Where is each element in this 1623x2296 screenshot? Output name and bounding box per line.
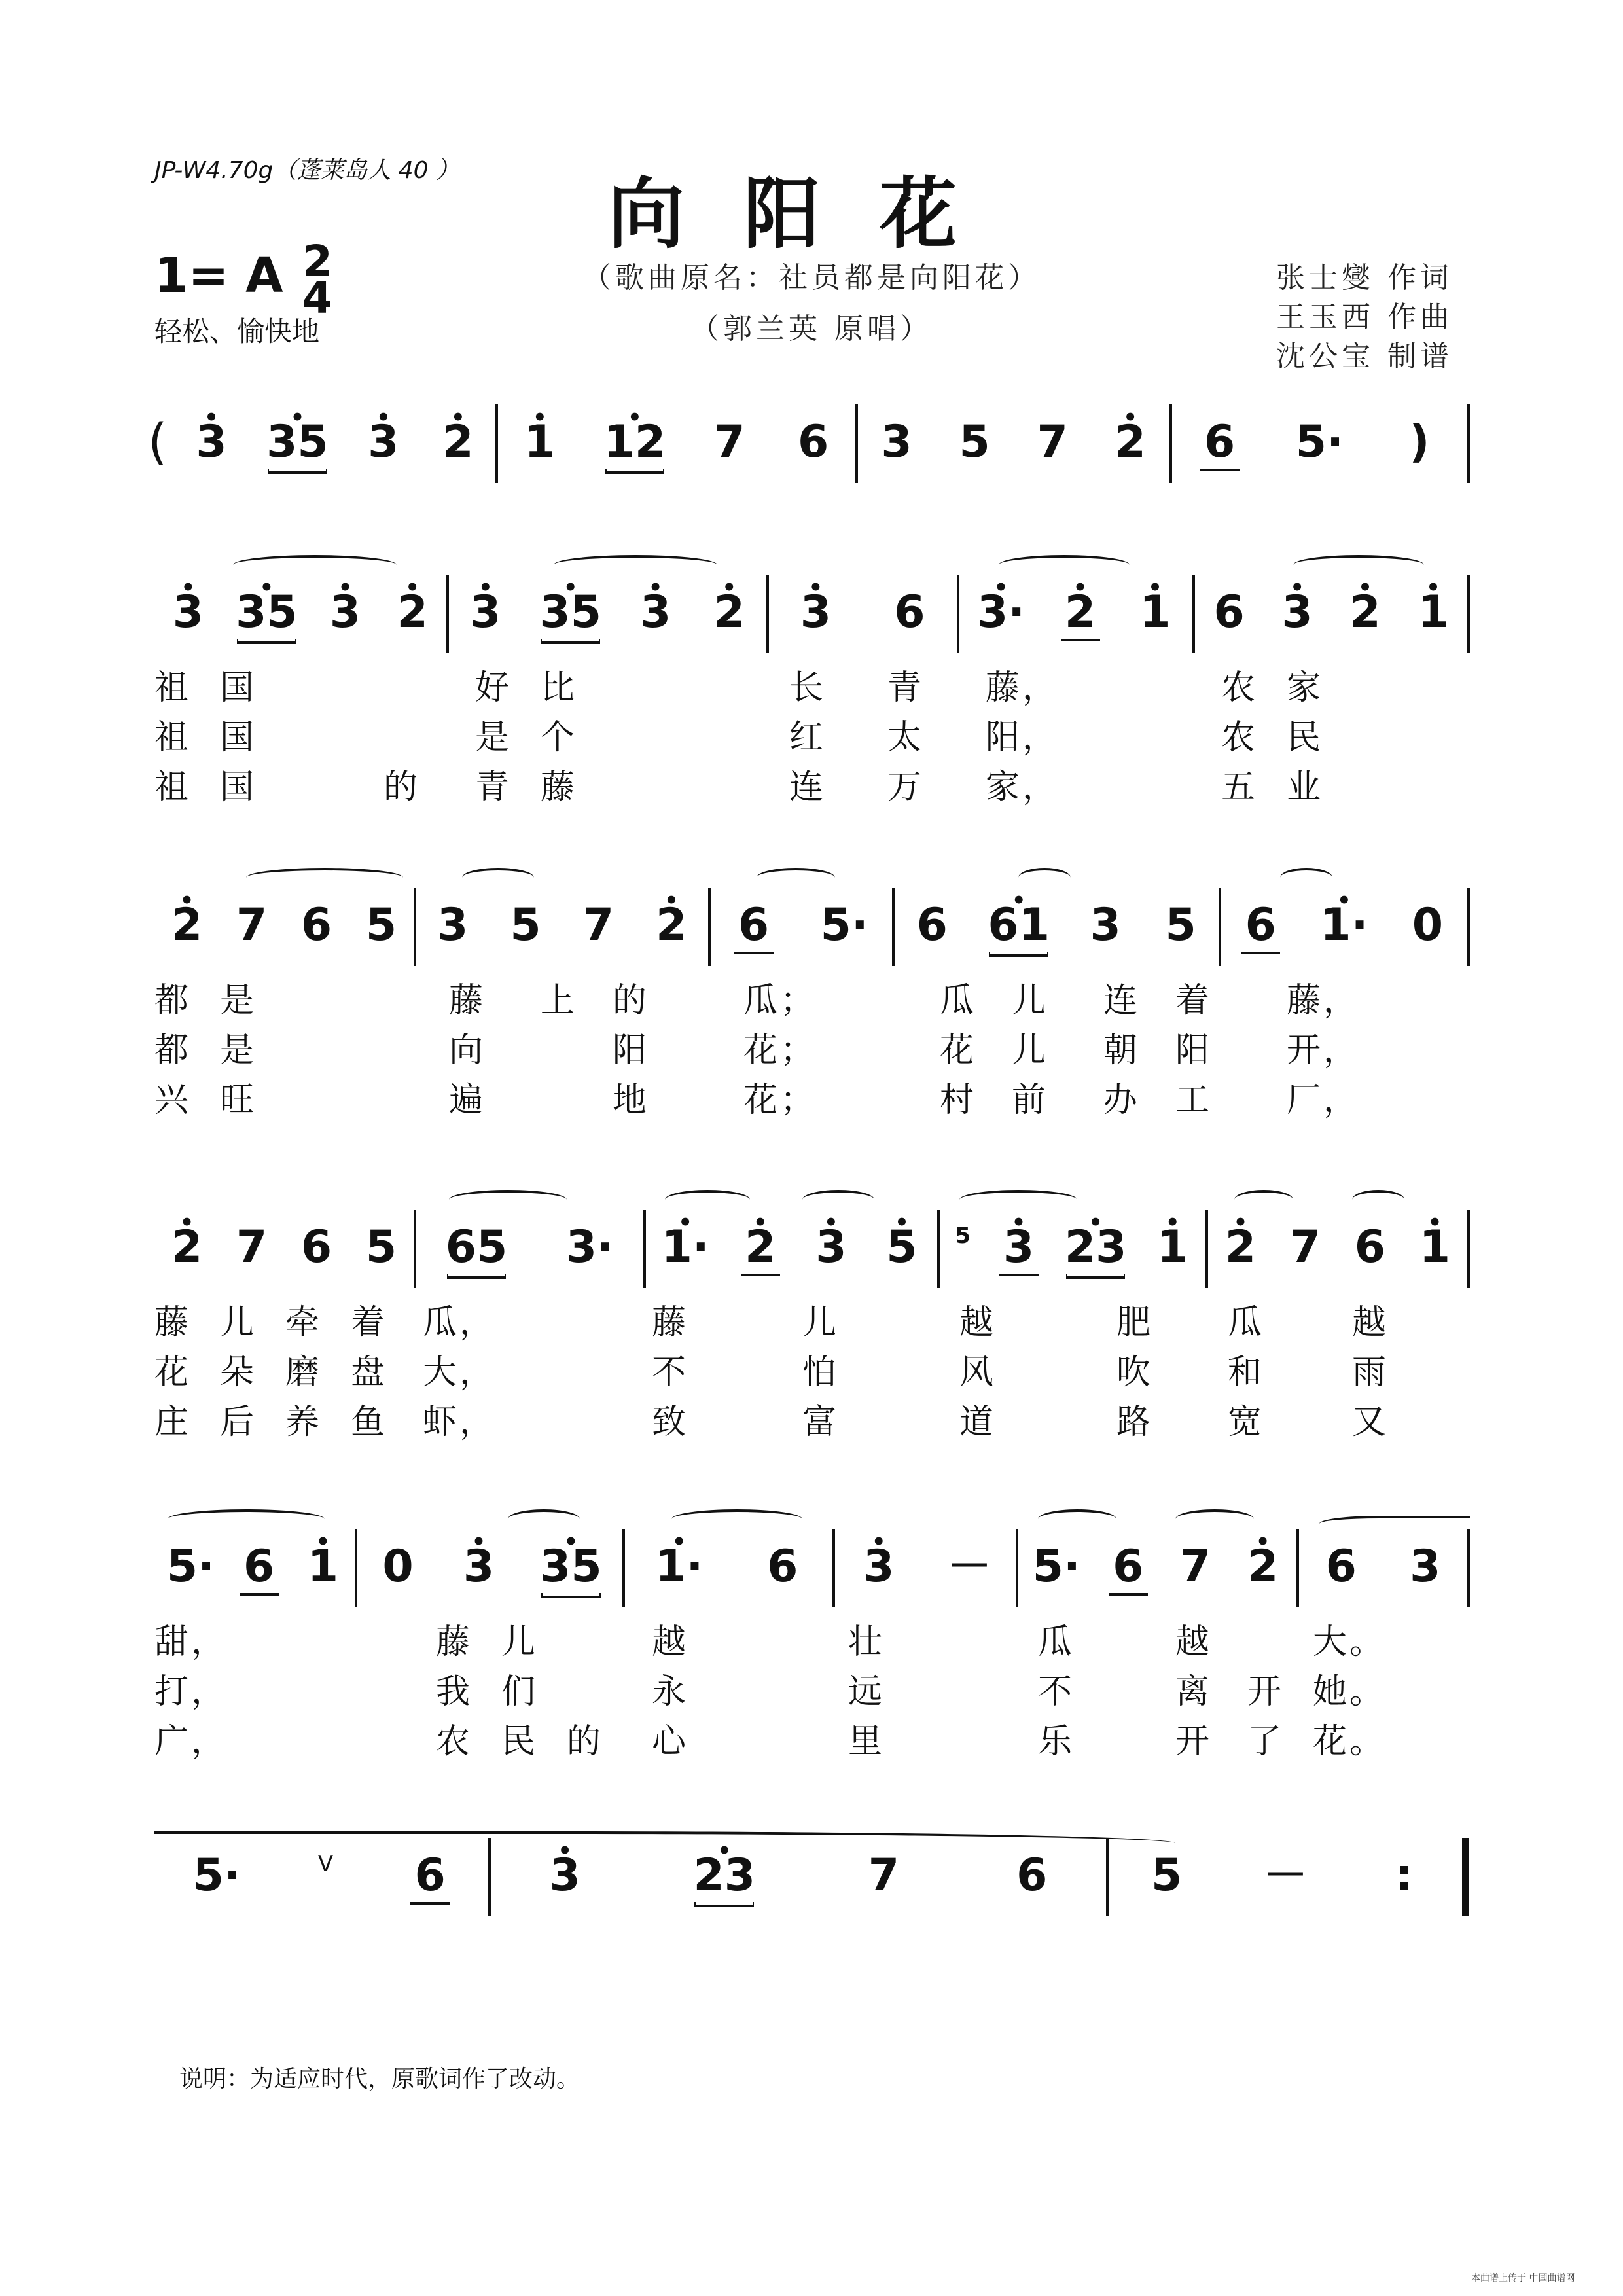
time-signature-bottom: 4 [302, 273, 332, 323]
lyric: 风 [959, 1353, 997, 1392]
note: • 2 [438, 404, 478, 469]
lyricist-credit: 张士燮 作词 [1276, 261, 1453, 295]
lyric: 青 [887, 668, 925, 708]
tempo-marking: 轻松、愉快地 [154, 315, 320, 348]
slur [449, 1190, 567, 1210]
measure [491, 1838, 1109, 1916]
lyric: 祖 [154, 768, 192, 807]
note: • 3 [459, 1529, 499, 1593]
lyric: 心 [652, 1722, 689, 1761]
note: 5 [365, 1221, 397, 1273]
lyric: 的 [567, 1722, 604, 1761]
measure [940, 1210, 1208, 1288]
slur [168, 1509, 325, 1529]
lyric-verse-3 [154, 1072, 1470, 1118]
measure-final [1109, 1838, 1469, 1916]
lyric: 致 [652, 1403, 689, 1442]
note: • 12 [604, 404, 666, 469]
lyric: 肥 [1116, 1303, 1154, 1342]
lyric: 青 [475, 768, 512, 807]
measure [835, 1529, 1019, 1607]
lyric: 道 [959, 1403, 997, 1442]
note: 6 [734, 888, 774, 954]
note: 6 [1213, 586, 1245, 638]
note: 5· [820, 899, 868, 951]
lyric: 遍 [449, 1081, 486, 1120]
lyric: 万 [887, 768, 925, 807]
measure [154, 575, 449, 653]
lyric: 家， [986, 768, 1060, 807]
note: 3 [1410, 1541, 1441, 1592]
song-title: 向阳花 [607, 168, 1016, 259]
note: • 3 [796, 575, 835, 639]
lyric: 开 [1175, 1722, 1213, 1761]
note: • 1· [1320, 888, 1368, 952]
lyric: 花； [743, 1081, 817, 1120]
note: 6 [916, 899, 948, 951]
slur [757, 868, 835, 888]
note: • 61 [988, 888, 1050, 952]
lyric: 地 [613, 1081, 650, 1120]
measure [449, 575, 769, 653]
lyric: 花。 [1313, 1722, 1387, 1761]
lyric: 民 [501, 1722, 539, 1761]
note: • 2 [1221, 1210, 1260, 1274]
note: • 3 [812, 1210, 851, 1274]
lyric: 着 [1175, 981, 1213, 1020]
note: 7 [236, 1221, 268, 1273]
note: 6 [300, 899, 332, 951]
slur [1038, 1509, 1116, 1529]
lyric: 乐 [1038, 1722, 1075, 1761]
lyric: 磨 [285, 1353, 323, 1392]
note: • 2 [1346, 575, 1385, 639]
lyric: 是 [220, 1031, 257, 1070]
lyric: 远 [848, 1672, 885, 1712]
lyric: 和 [1228, 1353, 1265, 1392]
note: 7 [714, 416, 745, 468]
lyric: 前 [1012, 1081, 1049, 1120]
score-code: JP-W4.70g（蓬莱岛人 40 ） [154, 157, 460, 184]
note: • 2 [1243, 1529, 1283, 1593]
note: 0 [382, 1541, 414, 1592]
lyric: 怕 [802, 1353, 840, 1392]
lyric: 富 [802, 1403, 840, 1442]
note: • 2 [741, 1210, 780, 1276]
lyric: 越 [652, 1623, 689, 1662]
note: • 2 [168, 1210, 207, 1274]
note: • 23 [1065, 1210, 1127, 1274]
note: 6 [767, 1541, 798, 1592]
note: 7 [1037, 416, 1068, 468]
note: • 35 [236, 575, 298, 639]
note: 6 [1109, 1529, 1148, 1596]
note: 3 [437, 899, 469, 951]
note: • 1 [1414, 575, 1453, 639]
lyric: 都 [154, 1031, 192, 1070]
lyric: 瓜； [743, 981, 817, 1020]
lyric: 又 [1352, 1403, 1389, 1442]
lyric: 上 [541, 981, 578, 1020]
lyric: 藤 [652, 1303, 689, 1342]
lyric: 向 [449, 1031, 486, 1070]
lyric: 儿 [1012, 981, 1049, 1020]
lyric: 越 [1352, 1303, 1389, 1342]
key-signature: 1= A [154, 247, 283, 304]
lyric: 连 [789, 768, 827, 807]
note: 6 [1200, 404, 1240, 471]
lyric: 瓜， [423, 1303, 497, 1342]
note: • 1 [1153, 1210, 1192, 1274]
note: • 5 [882, 1210, 921, 1274]
lyric: 业 [1287, 768, 1324, 807]
note: • 3 [545, 1838, 584, 1902]
note: • 1 [303, 1529, 342, 1593]
lyric: 村 [940, 1081, 977, 1120]
lyric: 鱼 [351, 1403, 388, 1442]
lyric: 国 [220, 768, 257, 807]
lyric: 虾， [423, 1403, 497, 1442]
measure [154, 1838, 491, 1916]
lyric: 盘 [351, 1353, 388, 1392]
note: • 2 [393, 575, 432, 639]
lyric: 农 [1221, 718, 1258, 757]
lyric: 后 [220, 1403, 257, 1442]
note: 5· [1032, 1541, 1080, 1592]
measure [498, 404, 858, 483]
note: • 2 [1111, 404, 1150, 469]
measure [154, 1529, 357, 1607]
lyric: 阳 [613, 1031, 650, 1070]
lyric: 五 [1221, 768, 1258, 807]
lyric: 旺 [220, 1081, 257, 1120]
lyric-verse-2 [154, 1022, 1470, 1068]
measure [1195, 575, 1470, 653]
lyric: 家 [1287, 668, 1324, 708]
measure [646, 1210, 940, 1288]
lyric: 里 [848, 1722, 885, 1761]
note: 6 [300, 1221, 332, 1273]
lyric: 厂， [1287, 1081, 1361, 1120]
lyric: 路 [1116, 1403, 1154, 1442]
note: • 3 [168, 575, 207, 639]
lyric: 大， [423, 1353, 497, 1392]
lyric: 农 [1221, 668, 1258, 708]
lyric: 开 [1247, 1672, 1285, 1712]
lyric: 兴 [154, 1081, 192, 1120]
lyric: 越 [1175, 1623, 1213, 1662]
lyric: 比 [541, 668, 578, 708]
lyric: 甜， [154, 1623, 228, 1662]
lyric: 们 [501, 1672, 539, 1712]
lyric: 开， [1287, 1031, 1361, 1070]
note: • 3· [977, 575, 1025, 639]
note: • 2 [709, 575, 749, 639]
lyric: 好 [475, 668, 512, 708]
lyric: 广， [154, 1722, 228, 1761]
lyric: 藤 [541, 768, 578, 807]
lyric: 雨 [1352, 1353, 1389, 1392]
lyric-verse-1 [154, 1614, 1470, 1660]
lyric: 瓜 [940, 981, 977, 1020]
lyric: 着 [351, 1303, 388, 1342]
slur [1175, 1509, 1254, 1529]
note: 7 [1180, 1541, 1211, 1592]
repeat-close-bracket: ) [1409, 416, 1430, 468]
measure [416, 888, 711, 966]
lyric: 个 [541, 718, 578, 757]
note: 6 [894, 586, 925, 638]
note: • 3 [999, 1210, 1039, 1276]
subtitle-original-singer: （郭兰英 原唱） [690, 312, 933, 346]
lyric: 不 [652, 1353, 689, 1392]
lyric: 藤， [1287, 981, 1361, 1020]
lyric: 祖 [154, 668, 192, 708]
lyric: 都 [154, 981, 192, 1020]
time-signature [302, 236, 332, 323]
measure [625, 1529, 834, 1607]
lyric: 壮 [848, 1623, 885, 1662]
note: • 1· [662, 1210, 709, 1274]
lyric: 她。 [1313, 1672, 1387, 1712]
lyric: 民 [1287, 718, 1324, 757]
note: 6 [410, 1838, 450, 1905]
lyric: 吹 [1116, 1353, 1154, 1392]
note: 6 [1016, 1850, 1048, 1901]
lyric: 的 [383, 768, 421, 807]
measure [769, 575, 959, 653]
lyric: 是 [475, 718, 512, 757]
lyric: 藤 [436, 1623, 473, 1662]
lyric: 不 [1038, 1672, 1075, 1712]
lyric: 红 [789, 718, 827, 757]
lyric: 藤 [154, 1303, 192, 1342]
lyric-verse-1 [154, 660, 1470, 706]
note: • 1· [655, 1529, 703, 1593]
lyric: 藤， [986, 668, 1060, 708]
composer-credit: 王玉西 作曲 [1276, 300, 1453, 334]
note: • 35 [266, 404, 329, 469]
lyric: 儿 [501, 1623, 539, 1662]
note: • 1 [1415, 1210, 1454, 1274]
note: • 3 [466, 575, 505, 639]
note: 5 [1150, 1850, 1183, 1901]
lyric: 牵 [285, 1303, 323, 1342]
note: 7 [236, 899, 268, 951]
measure [1172, 404, 1470, 483]
repeat-end-sign: : [1395, 1850, 1413, 1901]
measure [711, 888, 895, 966]
lyric: 庄 [154, 1403, 192, 1442]
measure [357, 1529, 625, 1607]
note: • 1 [1135, 575, 1175, 639]
note: 5 [1165, 899, 1196, 951]
measure [416, 1210, 646, 1288]
lyric: 朵 [220, 1353, 257, 1392]
note: 5 [959, 416, 990, 468]
measure [154, 1210, 416, 1288]
lyric: 国 [220, 718, 257, 757]
note: 6 [1241, 888, 1280, 954]
note: 3· [565, 1221, 614, 1273]
lyric: 是 [220, 981, 257, 1020]
lyric-verse-2 [154, 1664, 1470, 1710]
lyric: 花 [154, 1353, 192, 1392]
measure [154, 888, 416, 966]
lyric: 永 [652, 1672, 689, 1712]
lyric: 越 [959, 1303, 997, 1342]
note: • 3 [325, 575, 365, 639]
note: 5 [510, 899, 541, 951]
lyric-verse-3 [154, 1713, 1470, 1759]
note: • 35 [539, 575, 601, 639]
lyric: 阳， [986, 718, 1060, 757]
breath-mark: V [317, 1851, 334, 1877]
slur [462, 868, 534, 888]
lyric: 太 [887, 718, 925, 757]
repeat-open-bracket: ( [148, 412, 168, 471]
note: 6 [797, 416, 829, 468]
lyric-verse-3 [154, 1394, 1470, 1440]
note: 3 [881, 416, 912, 468]
note: 5· [192, 1850, 241, 1901]
lyric: 花 [940, 1031, 977, 1070]
slur [246, 868, 403, 888]
lyric: 连 [1103, 981, 1141, 1020]
lyric: 宽 [1228, 1403, 1265, 1442]
note: 3 [1090, 899, 1121, 951]
note: 7 [1289, 1221, 1321, 1273]
lyric: 大。 [1313, 1623, 1387, 1662]
lyric: 阳 [1175, 1031, 1213, 1070]
time-signature-top: 2 [302, 236, 332, 287]
lyric-verse-3 [154, 759, 1470, 805]
measure [858, 404, 1172, 483]
site-footer: 本曲谱上传于 中国曲谱网 [1471, 2273, 1575, 2284]
note: 7 [868, 1850, 900, 1901]
sustain-dash: － [947, 1541, 992, 1592]
lyric-verse-2 [154, 709, 1470, 755]
note: • 3 [1277, 575, 1317, 639]
lyric: 打， [154, 1672, 228, 1712]
note: • 3 [364, 404, 403, 469]
subtitle-original-name: （歌曲原名：社员都是向阳花） [582, 261, 1041, 295]
lyric: 瓜 [1038, 1623, 1075, 1662]
note: 6 [240, 1529, 279, 1596]
lyric: 儿 [802, 1303, 840, 1342]
note: 6 [1325, 1541, 1357, 1592]
lyric: 朝 [1103, 1031, 1141, 1070]
measure [959, 575, 1195, 653]
note: • 2 [652, 888, 691, 952]
note: 7 [582, 899, 615, 951]
measure [895, 888, 1221, 966]
lyric: 祖 [154, 718, 192, 757]
note: 5· [166, 1541, 215, 1592]
note: • 3 [192, 404, 231, 469]
lyric: 了 [1247, 1722, 1285, 1761]
measure [1221, 888, 1470, 966]
note: • 1 [520, 404, 560, 469]
lyric: 藤 [449, 981, 486, 1020]
note: 5 [365, 899, 397, 951]
lyric-verse-2 [154, 1344, 1470, 1390]
lyric: 办 [1103, 1081, 1141, 1120]
lyric-verse-1 [154, 1295, 1470, 1340]
measure [174, 404, 498, 483]
arranger-credit: 沈公宝 制谱 [1276, 340, 1453, 373]
grace-note: 5 [955, 1223, 971, 1249]
note: • 3 [859, 1529, 899, 1593]
note: 0 [1412, 899, 1444, 951]
lyric: 花； [743, 1031, 817, 1070]
sustain-dash: － [1262, 1850, 1308, 1901]
measure [1018, 1529, 1299, 1607]
note: • 2 [1061, 575, 1100, 641]
note: • 23 [693, 1838, 755, 1902]
lyric: 儿 [220, 1303, 257, 1342]
measure [1299, 1529, 1470, 1607]
lyric-verse-1 [154, 973, 1470, 1018]
lyric: 长 [789, 668, 827, 708]
note: • 35 [540, 1529, 602, 1593]
note: • 2 [168, 888, 207, 952]
lyric: 儿 [1012, 1031, 1049, 1070]
note: 65 [446, 1210, 508, 1274]
note: • 3 [636, 575, 675, 639]
lyric: 离 [1175, 1672, 1213, 1712]
note: 5· [1295, 416, 1344, 468]
lyric: 瓜 [1228, 1303, 1265, 1342]
lyric: 国 [220, 668, 257, 708]
slur [1352, 1190, 1404, 1210]
lyric: 我 [436, 1672, 473, 1712]
explanation-note: 说明：为适应时代，原歌词作了改动。 [179, 2066, 580, 2092]
measure [1208, 1210, 1470, 1288]
lyric: 农 [436, 1722, 473, 1761]
lyric: 养 [285, 1403, 323, 1442]
lyric: 工 [1175, 1081, 1213, 1120]
lyric: 的 [613, 981, 650, 1020]
note: 6 [1354, 1221, 1386, 1273]
